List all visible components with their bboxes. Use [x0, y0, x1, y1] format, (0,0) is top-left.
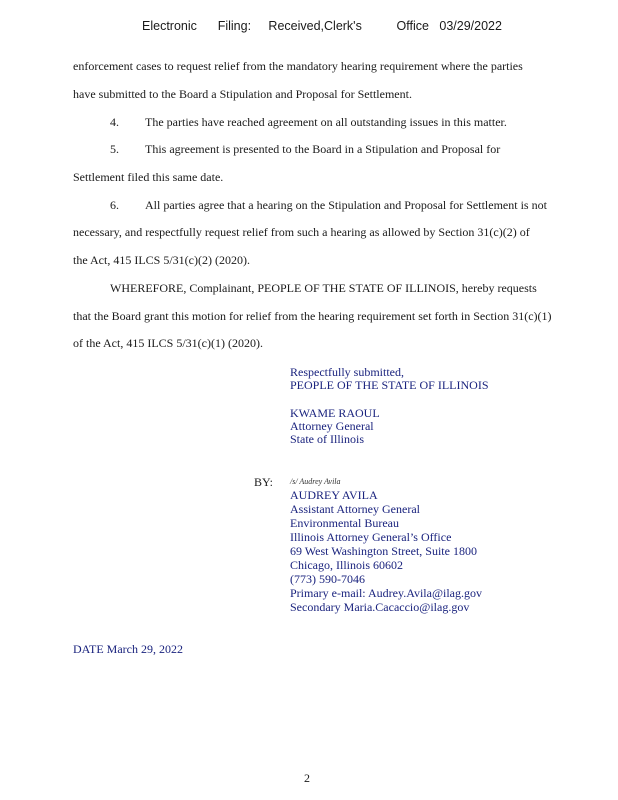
attorney-general-title: Attorney General: [290, 419, 374, 433]
attorney-general-state: State of Illinois: [290, 432, 364, 446]
paragraph-line: of the Act, 415 ILCS 5/31(c)(1) (2020).: [73, 336, 263, 350]
paragraph-line: the Act, 415 ILCS 5/31(c)(2) (2020).: [73, 253, 250, 267]
attorney-general-name: KWAME RAOUL: [290, 406, 380, 420]
signer-secondary-email: Secondary Maria.Cacaccio@ilag.gov: [290, 600, 470, 614]
signer-city: Chicago, Illinois 60602: [290, 558, 403, 572]
item-text: This agreement is presented to the Board in a Stipulation and Proposal for: [145, 142, 501, 156]
paragraph-line: Settlement filed this same date.: [73, 170, 224, 184]
signer-phone: (773) 590-7046: [290, 572, 365, 586]
signer-bureau: Environmental Bureau: [290, 516, 399, 530]
item-number: 6.: [110, 198, 119, 212]
paragraph-line: have submitted to the Board a Stipulation and Proposal for Settlement.: [73, 87, 412, 101]
paragraph-line: enforcement cases to request relief from the mandatory hearing requirement where the parties: [73, 59, 523, 73]
date-line: DATE March 29, 2022: [73, 642, 183, 656]
by-label: BY:: [254, 475, 273, 489]
signer-title: Assistant Attorney General: [290, 502, 420, 516]
item-number: 4.: [110, 115, 119, 129]
signer-primary-email: Primary e-mail: Audrey.Avila@ilag.gov: [290, 586, 483, 600]
signer-name: AUDREY AVILA: [290, 488, 378, 502]
page-number: 2: [304, 771, 310, 785]
item-text: The parties have reached agreement on all outstanding issues in this matter.: [145, 115, 507, 129]
party-name: PEOPLE OF THE STATE OF ILLINOIS: [290, 378, 489, 392]
electronic-signature: /s/ Audrey Avila: [290, 477, 341, 486]
signer-street: 69 West Washington Street, Suite 1800: [290, 544, 477, 558]
item-number: 5.: [110, 142, 119, 156]
item-text: All parties agree that a hearing on the Stipulation and Proposal for Settlement is not: [145, 198, 547, 212]
signer-office: Illinois Attorney General’s Office: [290, 530, 452, 544]
respectfully-submitted: Respectfully submitted,: [290, 365, 404, 379]
paragraph-line: that the Board grant this motion for relief from the hearing requirement set forth in Section 31(c)(1): [73, 309, 552, 323]
efiling-header: Electronic Filing: Received,Clerk's Office 03/29/2022: [142, 19, 502, 33]
paragraph-line: necessary, and respectfully request relief from such a hearing as allowed by Section 31(c)(2) of: [73, 225, 530, 239]
paragraph-line: WHEREFORE, Complainant, PEOPLE OF THE STATE OF ILLINOIS, hereby requests: [110, 281, 537, 295]
